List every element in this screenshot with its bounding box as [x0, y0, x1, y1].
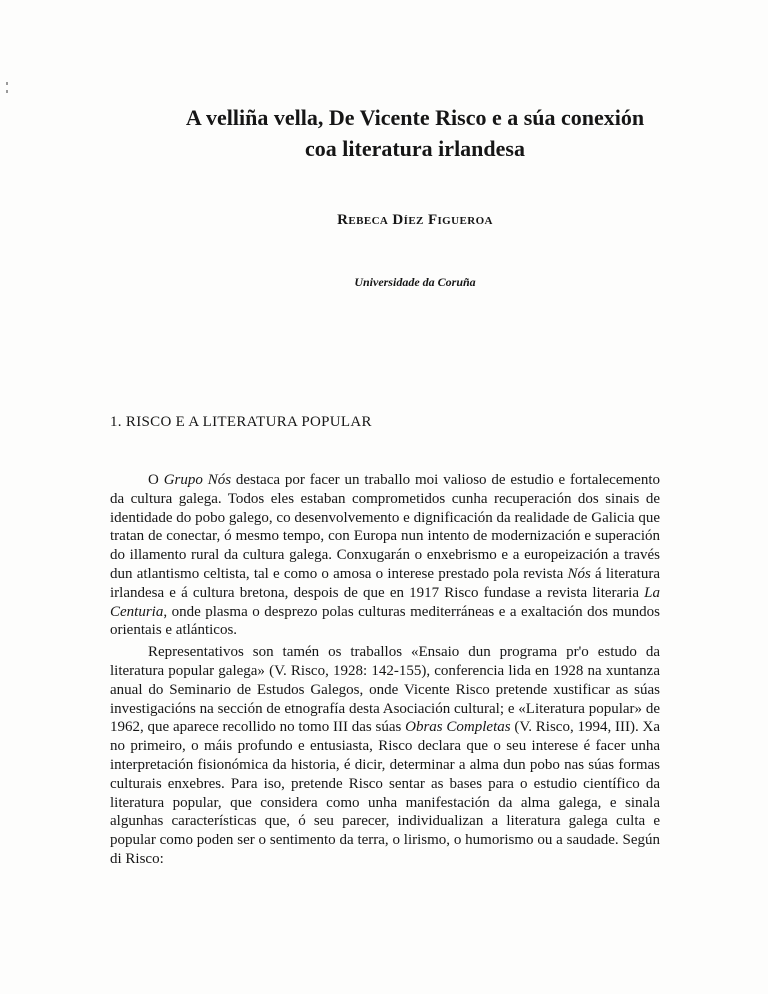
- article-title-line1: A velliña vella, De Vicente Risco e a súa conexión: [185, 105, 645, 130]
- article-title-line2: coa literatura irlandesa: [305, 136, 525, 161]
- author-name: Rebeca Díez Figueroa: [337, 212, 493, 228]
- paragraph: Representativos son tamén os traballos «Ensaio dun programa pr'o estudo da literatura popular galega» (V. Risco, 1928: 142-155), conferencia lida en 1928 na xuntanza anual do Seminario de Estudos Galegos, onde Vicente Risco pretende xustificar as súas investigacións na sección de etnografía desta Asociación cultural; e «Literatura popular» de 1962, que aparece recollido no tomo III das súas Obras Completas (V. Risco, 1994, III). Xa no primeiro, o máis profundo e entusiasta, Risco declara que o seu interese é facer unha interpretación fisionómica da historia, é dicir, determinar a alma dun pobo nas súas formas culturais enxebres. Para iso, pretende Risco sentar as bases para o estudio científico da literatura popular, que considera como unha manifestación da alma galega, e sinala algunhas características que, ó seu parecer, individualizan a literatura galega culta e popular como poden ser o sentimento da terra, o lirismo, o humorismo ou a saudade. Según di Risco:: [110, 644, 660, 867]
- scan-artifact: [6, 82, 9, 98]
- paragraph: O Grupo Nós destaca por facer un traballo moi valioso de estudio e fortalecemento da cultura galega. Todos eles estaban comprometidos cunha recuperación dos sinais de identidade do pobo galego, co desenvolvemento e dignificación da realidade de Galicia que tratan de conectar, ó mesmo tempo, con Europa nun intento de modernización e superación do illamento rural da cultura galega. Conxugarán o enxebrismo e a europeización a través dun atlantismo celtista, tal e como o amosa o interese prestado pola revista Nós á literatura irlandesa e á cultura bretona, despois de que en 1917 Risco fundase a revista literaria La Centuria, onde plasma o desprezo polas culturas mediterráneas e a exaltación dos mundos orientais e atlánticos.: [110, 472, 660, 639]
- page-content: [0, 102, 768, 869]
- author-affiliation: Universidade da Coruña: [354, 275, 476, 289]
- section-heading: 1. RISCO E A LITERATURA POPULAR: [110, 414, 372, 430]
- article-body: [110, 471, 660, 869]
- article-title: [140, 102, 690, 164]
